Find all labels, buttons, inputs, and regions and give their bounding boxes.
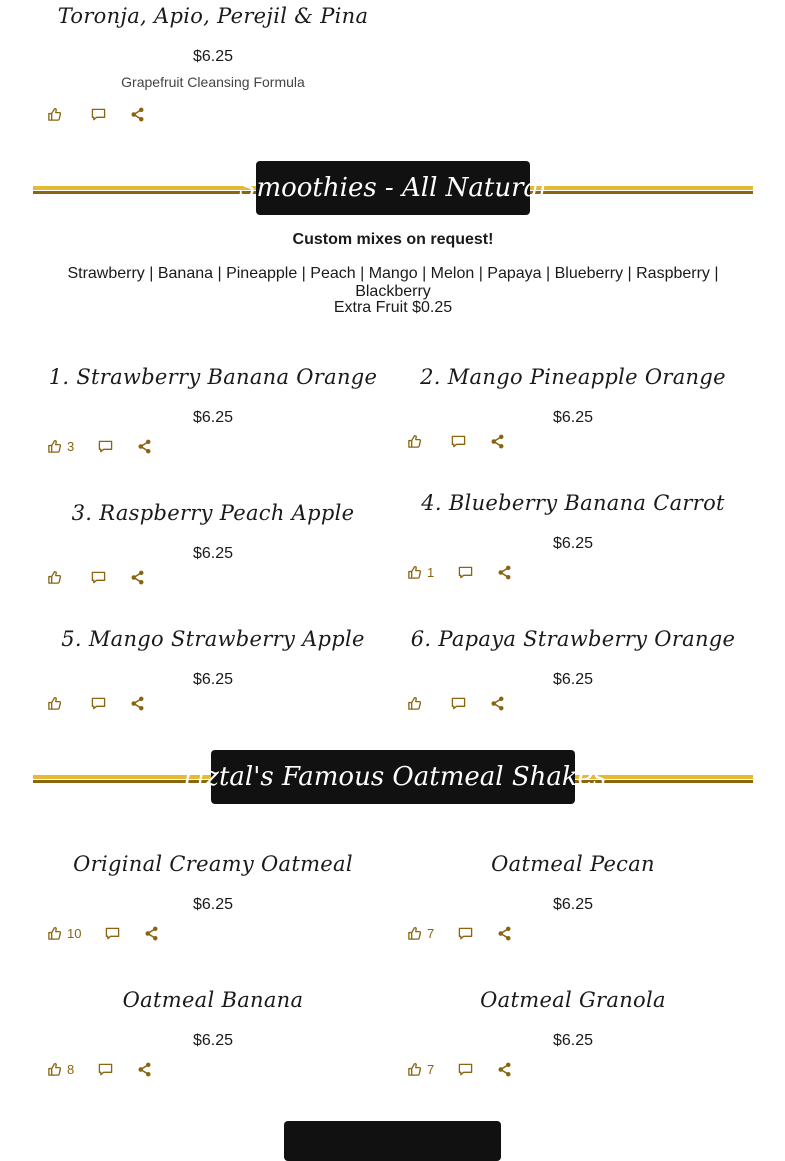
item-actions [47, 923, 159, 943]
menu-item-name: 2. Mango Pineapple Orange [420, 365, 726, 389]
item-actions [47, 104, 145, 124]
like-button[interactable] [407, 1062, 434, 1077]
menu-item-price: $6.25 [192, 896, 234, 913]
thumbs-up-icon [407, 1062, 422, 1077]
custom-mix-note: Custom mixes on request! [292, 231, 494, 248]
share-button[interactable] [497, 565, 512, 580]
share-icon [137, 1062, 152, 1077]
share-icon [490, 434, 505, 449]
share-icon [137, 439, 152, 454]
comment-button[interactable] [91, 107, 106, 122]
comment-button[interactable] [451, 434, 466, 449]
like-button[interactable] [47, 696, 62, 711]
item-actions [407, 693, 505, 713]
section-title-smoothies: Smoothies - All Natural [256, 161, 530, 215]
menu-item-name: 1. Strawberry Banana Orange [48, 365, 378, 389]
menu-item-name: Toronja, Apio, Perejil & Pina [57, 4, 369, 28]
item-actions [47, 1059, 152, 1079]
like-button[interactable] [47, 926, 81, 941]
share-button[interactable] [130, 696, 145, 711]
menu-item-name: 6. Papaya Strawberry Orange [410, 627, 736, 651]
like-button[interactable] [407, 565, 434, 580]
comment-icon [458, 1062, 473, 1077]
comment-button[interactable] [91, 570, 106, 585]
like-count: 3 [67, 438, 75, 454]
thumbs-up-icon [47, 439, 62, 454]
thumbs-up-icon [407, 565, 422, 580]
item-actions [47, 693, 145, 713]
thumbs-up-icon [407, 434, 422, 449]
like-button[interactable] [47, 1062, 74, 1077]
comment-icon [105, 926, 120, 941]
like-button[interactable] [47, 570, 62, 585]
comment-button[interactable] [458, 926, 473, 941]
menu-item-name: Oatmeal Banana [122, 988, 304, 1012]
fruit-list: Strawberry | Banana | Pineapple | Peach | Mango | Melon | Papaya | Blueberry | Raspberry | Blackberry [67, 265, 719, 300]
share-button[interactable] [490, 696, 505, 711]
menu-item-price: $6.25 [552, 896, 594, 913]
like-count: 8 [67, 1061, 75, 1077]
thumbs-up-icon [47, 696, 62, 711]
like-button[interactable] [47, 107, 62, 122]
item-actions [407, 562, 512, 582]
menu-item-price: $6.25 [552, 535, 594, 552]
menu-item-name: 5. Mango Strawberry Apple [61, 627, 365, 651]
comment-icon [91, 570, 106, 585]
share-icon [130, 696, 145, 711]
like-count: 10 [67, 925, 82, 941]
comment-button[interactable] [98, 1062, 113, 1077]
share-icon [497, 926, 512, 941]
comment-icon [451, 696, 466, 711]
comment-icon [451, 434, 466, 449]
comment-button[interactable] [98, 439, 113, 454]
comment-button[interactable] [451, 696, 466, 711]
comment-icon [91, 696, 106, 711]
item-actions [47, 436, 152, 456]
like-count: 1 [427, 564, 435, 580]
share-icon [490, 696, 505, 711]
share-button[interactable] [130, 107, 145, 122]
menu-item-name: Oatmeal Pecan [491, 852, 655, 876]
section-title-next [284, 1121, 501, 1161]
like-button[interactable] [47, 439, 74, 454]
section-title-oatmeal: Tiztal's Famous Oatmeal Shakes [211, 750, 575, 804]
menu-item-name: Oatmeal Granola [480, 988, 666, 1012]
menu-item-name: Original Creamy Oatmeal [73, 852, 353, 876]
menu-item-price: $6.25 [192, 671, 234, 688]
menu-item-price: $6.25 [552, 409, 594, 426]
thumbs-up-icon [47, 107, 62, 122]
share-button[interactable] [490, 434, 505, 449]
share-icon [130, 107, 145, 122]
like-count: 7 [427, 1061, 435, 1077]
menu-item-name: 3. Raspberry Peach Apple [71, 501, 355, 525]
share-button[interactable] [137, 439, 152, 454]
thumbs-up-icon [47, 1062, 62, 1077]
share-button[interactable] [144, 926, 159, 941]
extra-fruit-price: Extra Fruit $0.25 [333, 299, 453, 316]
like-button[interactable] [407, 434, 422, 449]
thumbs-up-icon [47, 570, 62, 585]
comment-button[interactable] [458, 1062, 473, 1077]
thumbs-up-icon [407, 696, 422, 711]
share-icon [497, 565, 512, 580]
share-button[interactable] [497, 926, 512, 941]
like-button[interactable] [407, 926, 434, 941]
comment-icon [98, 1062, 113, 1077]
item-actions [407, 1059, 512, 1079]
thumbs-up-icon [47, 926, 62, 941]
menu-item-price: $6.25 [552, 1032, 594, 1049]
share-icon [497, 1062, 512, 1077]
comment-icon [91, 107, 106, 122]
menu-item-price: $6.25 [192, 1032, 234, 1049]
comment-icon [98, 439, 113, 454]
share-button[interactable] [130, 570, 145, 585]
item-actions [407, 431, 505, 451]
share-button[interactable] [497, 1062, 512, 1077]
share-icon [130, 570, 145, 585]
menu-item-price: $6.25 [192, 545, 234, 562]
menu-item-description: Grapefruit Cleansing Formula [121, 74, 305, 90]
share-icon [144, 926, 159, 941]
comment-button[interactable] [458, 565, 473, 580]
menu-item-price: $6.25 [192, 48, 234, 65]
menu-item-price: $6.25 [552, 671, 594, 688]
share-button[interactable] [137, 1062, 152, 1077]
comment-icon [458, 926, 473, 941]
like-count: 7 [427, 925, 435, 941]
like-button[interactable] [407, 696, 422, 711]
menu-item-name: 4. Blueberry Banana Carrot [421, 491, 725, 515]
comment-icon [458, 565, 473, 580]
item-actions [407, 923, 512, 943]
thumbs-up-icon [407, 926, 422, 941]
comment-button[interactable] [91, 696, 106, 711]
comment-button[interactable] [105, 926, 120, 941]
item-actions [47, 567, 145, 587]
menu-item-price: $6.25 [192, 409, 234, 426]
